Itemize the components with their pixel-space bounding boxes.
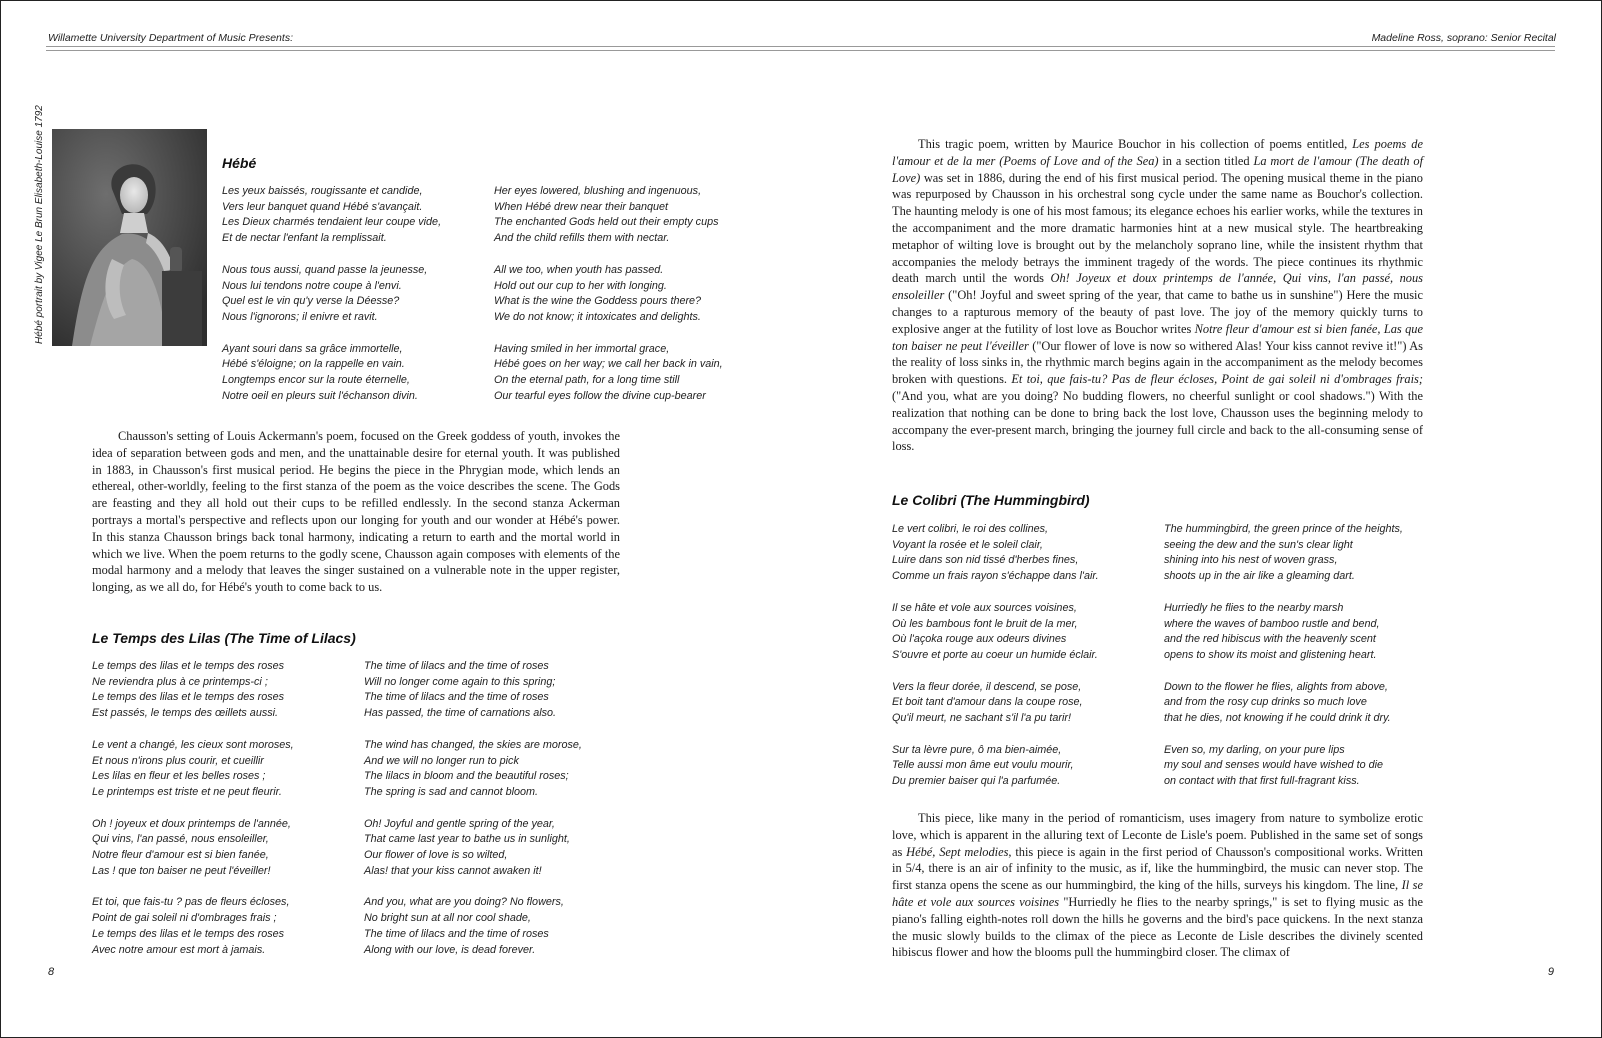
poem-line: Alas! that your kiss cannot awaken it! <box>364 864 542 877</box>
poem-line: The lilacs in bloom and the beautiful roses; <box>364 770 569 783</box>
poem-line: And you, what are you doing? No flowers, <box>364 896 564 909</box>
poem-line: Nous lui tendons notre coupe à l'envi. <box>222 279 402 292</box>
stanza <box>222 263 487 326</box>
header-rule <box>46 46 1555 47</box>
poem-line: Hébé goes on her way; we call her back in vain, <box>494 358 723 371</box>
poem-line: Quel est le vin qu'y verse la Déesse? <box>222 295 400 308</box>
stanza <box>364 817 614 880</box>
poem-line: Il se hâte et vole aux sources voisines, <box>892 601 1077 614</box>
poem-line: Even so, my darling, on your pure lips <box>1164 743 1345 756</box>
poem-line: Du premier baiser qui l'a parfumée. <box>892 775 1061 788</box>
text-run: ("Oh! Joyful and sweet spring of the year, that came to bathe us in sunshine") Here the music changes to a rapturous memory of the beauty of past love. The joy of the memory quickly turns to explosive anger at the futility of lost love as Bouchor writes <box>892 288 1423 336</box>
poem-line: Et boit tant d'amour dans la coupe rose, <box>892 696 1083 709</box>
poem-line: on contact with that first full-fragrant kiss. <box>1164 775 1360 788</box>
poem-line: Et nous n'irons plus courir, et cueillir <box>92 754 264 767</box>
poem-line: The spring is sad and cannot bloom. <box>364 785 539 798</box>
italic-quote: Notre fleur d'amour est si bien fanée, Las que ton baiser ne peut l'éveiller <box>892 321 1423 353</box>
poem-line: Our flower of love is so wilted, <box>364 849 508 862</box>
poem-line: Oh ! joyeux et doux printemps de l'année, <box>92 817 291 830</box>
poem-line: No bright sun at all nor cool shade, <box>364 912 531 925</box>
poem-line: Nous tous aussi, quand passe la jeunesse, <box>222 263 428 276</box>
text-run: ("Our flower of love is now so withered Alas! Your kiss cannot revive it!") As the reality of loss sinks in, the rhythmic march begins again in the accompaniment as the melody becomes broken with questions. <box>892 338 1424 387</box>
poem-line: What is the wine the Goddess pours there? <box>494 295 702 308</box>
header-rule-secondary <box>46 50 1555 51</box>
poem-line: When Hébé drew near their banquet <box>494 200 669 213</box>
stanza <box>892 680 1154 727</box>
stanza <box>92 738 354 801</box>
poem-line: Comme un frais rayon s'échappe dans l'air. <box>892 570 1099 583</box>
stanza <box>92 659 354 722</box>
poem-line: Voyant la rosée et le soleil clair, <box>892 538 1043 551</box>
hebe-commentary <box>92 428 620 596</box>
poem-line: Vers leur banquet quand Hébé s'avançait. <box>222 200 423 213</box>
stanza <box>364 738 614 801</box>
poem-line: Notre fleur d'amour est si bien fanée, <box>92 849 269 862</box>
poem-line: The enchanted Gods held out their empty cups <box>494 216 719 229</box>
poem-line: All we too, when youth has passed. <box>494 263 664 276</box>
poem-line: Longtemps encor sur la route éternelle, <box>222 374 410 387</box>
paragraph <box>892 810 1423 961</box>
stanza <box>494 184 729 247</box>
paragraph: Chausson's setting of Louis Ackermann's poem, focused on the Greek goddess of youth, invokes the idea of separation between gods and men, and the unattainable desire for eternal youth. It was published in 1883, in Chausson's first musical period. He begins the piece in the Phrygian mode, which lends an ethereal, other-worldly, feeling to the first stanza of the poem as the voice describes the scene. The Gods are feasting and they all hold out their cups to be refilled endlessly. In the second stanza Ackerman portrays a mortal's perspective and reflects upon our longing for youth and our wonder at Hébé's power. In this stanza Chausson brings back tonal harmony, indicating a return to earth and the mortal world in which we live. When the poem returns to the godly scene, Chausson again composes with elements of the modal harmony and a melody that leaves the singer sustained on a vulnerable note in the upper register, longing, as we all do, for Hébé's youth to come back to us. <box>92 429 620 595</box>
stanza <box>364 895 614 958</box>
page-number-left: 8 <box>48 966 55 978</box>
page-number-right: 9 <box>1547 966 1554 978</box>
text-run: ("And you, what are you doing? No budding flowers, no cheerful sunlight or cool shadows.") With the realization that nothing can be done to bring back the lost love, Chausson uses the beginning melody to accompany the ever-present march, bringing the journey full circle and back to the all-consuming sense of loss. <box>892 388 1423 454</box>
poem-line: Le temps des lilas et le temps des roses <box>92 660 285 672</box>
italic-quote: Et toi, que fais-tu? Pas de fleur écloses, Point de gai soleil ni d'ombrages frais; <box>1011 372 1423 387</box>
poem-line: Qu'il meurt, ne sachant s'il l'a pu tarir! <box>892 712 1072 725</box>
poem-line: seeing the dew and the sun's clear light <box>1164 538 1353 551</box>
poem-line: Having smiled in her immortal grace, <box>494 342 670 355</box>
poem-line: Les Dieux charmés tendaient leur coupe vide, <box>222 216 442 229</box>
poem-line: Le vert colibri, le roi des collines, <box>892 523 1049 535</box>
poem-line: Le printemps est triste et ne peut fleurir. <box>92 785 282 798</box>
stanza <box>892 601 1154 664</box>
poem-line: my soul and senses would have wished to die <box>1164 759 1384 772</box>
text-run: "Hurriedly he flies to the nearby springs," is set to flying music as the piano's falling eighth-notes roll down the hills he governs and the bird's pace quickens. In the next stanza the music slowly builds to the climax of the piece as Leconte de Lisle describes the divinely scented hibiscus flower and how the blooms pull the hummingbird closer. The climax of <box>892 894 1423 960</box>
stanza <box>92 817 354 880</box>
colibri-commentary <box>892 810 1423 961</box>
text-run: This tragic poem, written by Maurice Bouchor in his collection of poems entitled, <box>918 137 1353 151</box>
colibri-title: Le Colibri (The Hummingbird) <box>892 492 1090 508</box>
hebe-portrait-image <box>52 129 207 346</box>
stanza <box>1164 522 1414 585</box>
poem-line: Has passed, the time of carnations also. <box>364 707 557 720</box>
poem-line: Ayant souri dans sa grâce immortelle, <box>222 342 403 355</box>
poem-line: Avec notre amour est mort à jamais. <box>92 943 266 956</box>
poem-line: Les lilas en fleur et les belles roses ; <box>92 770 266 783</box>
paragraph <box>892 136 1423 455</box>
text-run: , this piece is again in the first period of Chausson's compositional works. Written in 5/4, there is an air of infinity to the music, as if, like the hummingbird, the music can never stop. The first stanza opens the scene as our hummingbird, the king of the hills, surveys his kingdom. The line, <box>892 844 1423 893</box>
poem-line: Sur ta lèvre pure, ô ma bien-aimée, <box>892 743 1062 756</box>
italic-quote: Il se hâte et vole aux sources voisines <box>892 878 1423 909</box>
poem-line: And we will no longer run to pick <box>364 754 519 767</box>
poem-line: shoots up in the air like a gleaming dart. <box>1164 570 1355 583</box>
poem-line: Nous l'ignorons; il enivre et ravit. <box>222 310 378 323</box>
poem-line: The wind has changed, the skies are morose, <box>364 738 582 751</box>
poem-line: Qui vins, l'an passé, nous ensoleiller, <box>92 833 269 846</box>
lilas-english-poem <box>364 659 614 974</box>
hebe-title: Hébé <box>222 155 257 171</box>
stanza <box>1164 743 1414 790</box>
poem-line: Ne reviendra plus à ce printemps-ci ; <box>92 675 268 688</box>
poem-line: Telle aussi mon âme eut voulu mourir, <box>892 759 1074 772</box>
stanza <box>892 522 1154 585</box>
poem-line: On the eternal path, for a long time still <box>494 374 680 387</box>
stanza <box>494 263 729 326</box>
poem-line: Les yeux baissés, rougissante et candide, <box>222 185 423 197</box>
poem-line: and the red hibiscus with the heavenly scent <box>1164 633 1376 646</box>
poem-line: Our tearful eyes follow the divine cup-bearer <box>494 389 706 402</box>
poem-line: That came last year to bathe us in sunlight, <box>364 833 570 846</box>
italic-quote: Oh! Joyeux et doux printemps de l'année, Qui vins, l'an passé, nous ensoleiller <box>892 271 1424 303</box>
poem-line: Et de nectar l'enfant la remplissait. <box>222 232 387 245</box>
stanza <box>92 895 354 958</box>
poem-line: Oh! Joyful and gentle spring of the year, <box>364 817 555 830</box>
poem-line: Down to the flower he flies, alights from above, <box>1164 680 1388 693</box>
stanza <box>494 342 729 405</box>
poem-line: The time of lilacs and the time of roses <box>364 927 549 940</box>
poem-line: And the child refills them with nectar. <box>494 232 670 245</box>
text-run: was set in 1886, during the end of his first musical period. The opening musical theme in the piano was repurposed by Chausson in his orchestral song cycle under the same name as Bouchor's collection. The haunting melody is one of his most famous; its elegance echoes his earlier works, while the textures in the accompaniment and the more dramatic harmonies hint at a new musical style. The heartbreaking metaphor of wilting love is brought out by the melancholy soprano line, while the insistent rhythm that accompanies the melody betrays the imminent tragedy of the words. The piece continues its rhythmic death march until the words <box>892 170 1423 286</box>
poem-line: Her eyes lowered, blushing and ingenuous, <box>494 185 702 197</box>
poem-line: The hummingbird, the green prince of the heights, <box>1164 523 1403 535</box>
text-run: in a section titled <box>1158 153 1254 168</box>
header-right: Madeline Ross, soprano: Senior Recital <box>1371 32 1556 44</box>
poem-line: Las ! que ton baiser ne peut l'éveiller! <box>92 864 271 877</box>
italic-title: Les poems de l'amour et de la mer (Poems of Love and of the Sea) <box>892 137 1423 168</box>
poem-line: Hurriedly he flies to the nearby marsh <box>1164 601 1344 614</box>
poem-line: We do not know; it intoxicates and delights. <box>494 310 701 323</box>
stanza <box>892 743 1154 790</box>
italic-title: La mort de l'amour (The death of Love) <box>892 153 1424 185</box>
hebe-english-poem <box>494 184 729 420</box>
lilas-title: Le Temps des Lilas (The Time of Lilacs) <box>92 630 356 646</box>
poem-line: Will no longer come again to this spring; <box>364 675 556 688</box>
poem-line: Hold out our cup to her with longing. <box>494 279 667 292</box>
lilas-french-poem <box>92 659 354 974</box>
poem-line: Est passés, le temps des œillets aussi. <box>92 707 279 720</box>
colibri-english-poem <box>1164 522 1414 806</box>
stanza <box>1164 601 1414 664</box>
poem-line: Où les bambous font le bruit de la mer, <box>892 617 1078 630</box>
portrait-credit: Hébé portrait by Vigee Le Brun Elisabeth-Louise 1792 <box>34 105 45 344</box>
poem-line: that he dies, not knowing if he could drink it dry. <box>1164 712 1391 725</box>
poem-line: Notre oeil en pleurs suit l'échanson divin. <box>222 389 418 402</box>
hebe-french-poem <box>222 184 487 420</box>
poem-line: S'ouvre et porte au coeur un humide éclair. <box>892 648 1098 661</box>
tragic-commentary <box>892 136 1423 455</box>
poem-line: Où l'açoka rouge aux odeurs divines <box>892 633 1067 646</box>
text-run: This piece, like many in the period of romanticism, uses imagery from nature to symbolize erotic love, which is apparent in the alluring text of Leconte de Lisle's poem. Published in the same set of songs as <box>892 811 1423 859</box>
poem-line: Luire dans son nid tissé d'herbes fines, <box>892 554 1079 567</box>
header-left: Willamette University Department of Music Presents: <box>48 32 293 44</box>
stanza <box>364 659 614 722</box>
poem-line: Le temps des lilas et le temps des roses <box>92 691 285 704</box>
poem-line: shining into his nest of woven grass, <box>1164 554 1338 567</box>
poem-line: Le vent a changé, les cieux sont moroses, <box>92 738 294 751</box>
poem-line: where the waves of bamboo rustle and bend, <box>1164 617 1380 630</box>
poem-line: Point de gai soleil ni d'ombrages frais ; <box>92 912 277 925</box>
stanza <box>1164 680 1414 727</box>
poem-line: Vers la fleur dorée, il descend, se pose, <box>892 680 1082 693</box>
colibri-french-poem <box>892 522 1154 806</box>
stanza <box>222 184 487 247</box>
poem-line: The time of lilacs and the time of roses <box>364 691 549 704</box>
poem-line: opens to show its moist and glistening heart. <box>1164 648 1377 661</box>
poem-line: Along with our love, is dead forever. <box>364 943 536 956</box>
stanza <box>222 342 487 405</box>
poem-line: and from the rosy cup drinks so much love <box>1164 696 1367 709</box>
poem-line: Le temps des lilas et le temps des roses <box>92 927 285 940</box>
italic-title: Hébé, Sept melodies <box>906 844 1009 859</box>
poem-line: Et toi, que fais-tu ? pas de fleurs écloses, <box>92 896 290 909</box>
poem-line: Hébé s'éloigne; on la rappelle en vain. <box>222 358 405 371</box>
poem-line: The time of lilacs and the time of roses <box>364 660 549 672</box>
